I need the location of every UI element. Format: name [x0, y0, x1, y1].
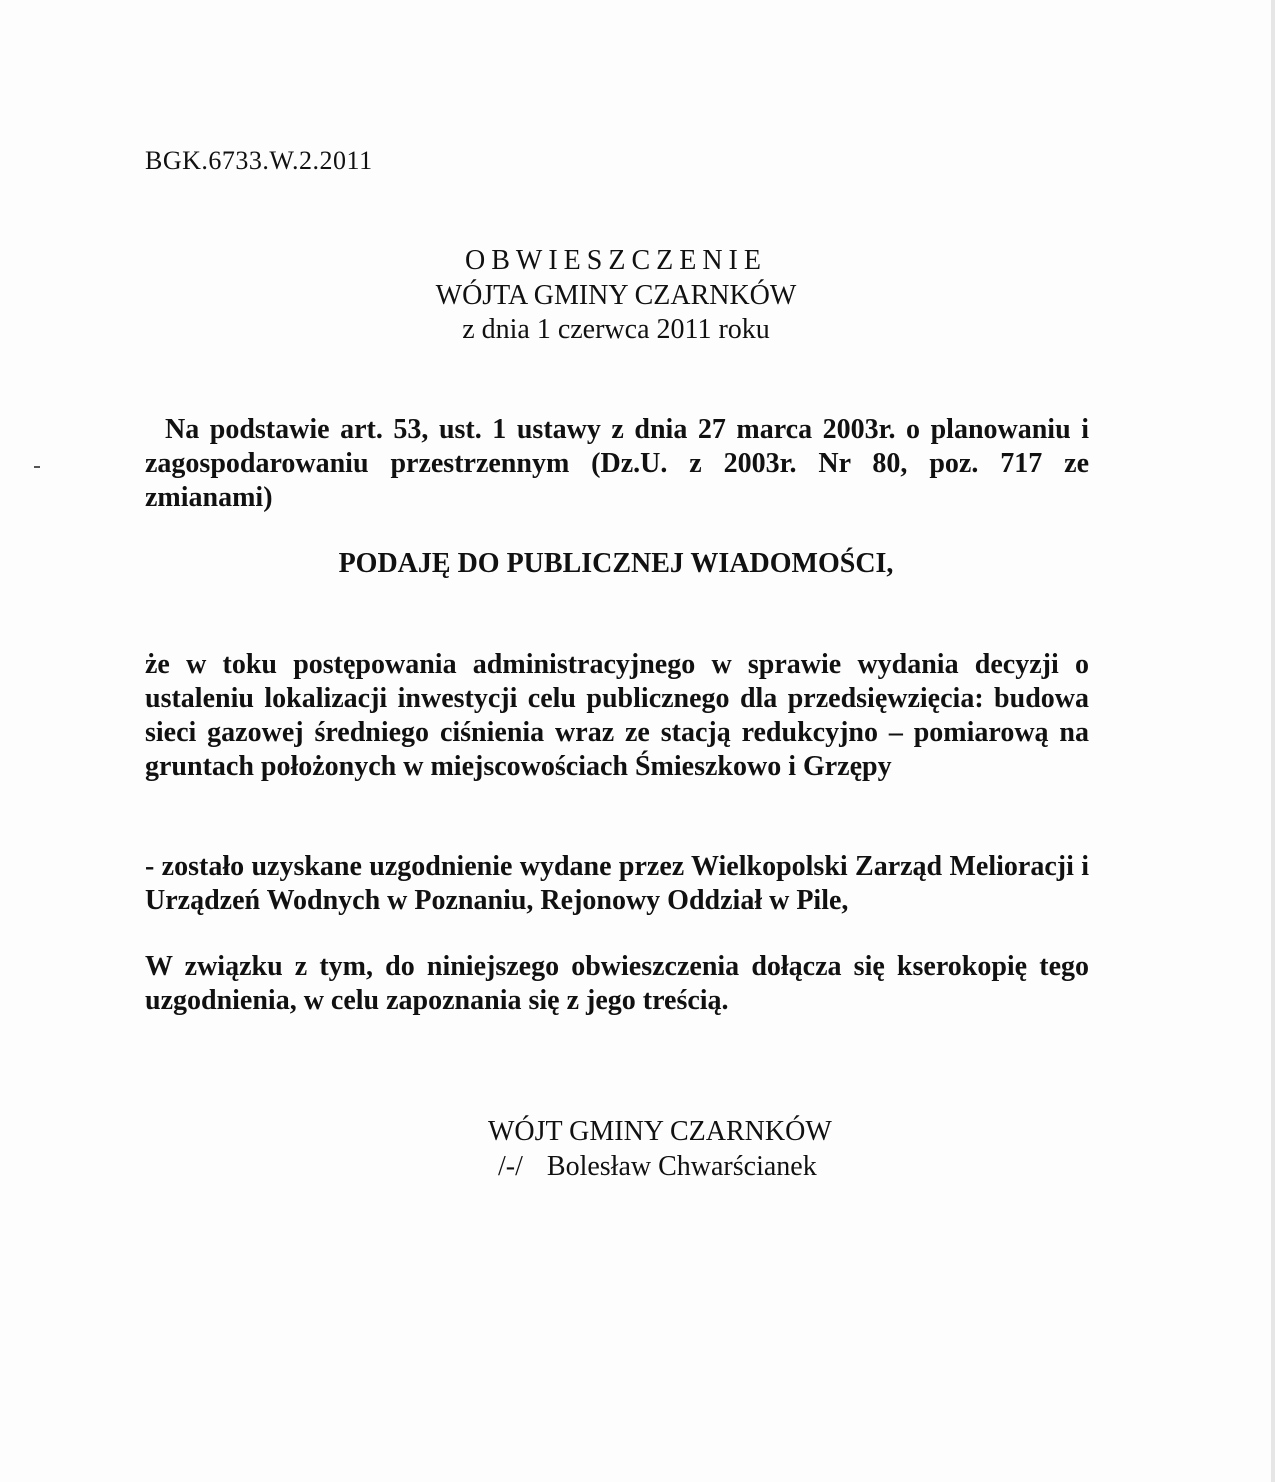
- signature-line: [498, 1151, 817, 1183]
- page-edge: [1271, 0, 1275, 1482]
- reference-number: BGK.6733.W.2.2011: [145, 146, 373, 175]
- legal-basis-paragraph: Na podstawie art. 53, ust. 1 ustawy z dnia 27 marca 2003r. o planowaniu i zagospodarowaniu przestrzennym (Dz.U. z 2003r. Nr 80, poz. 717 ze zmianami): [145, 414, 1089, 513]
- signature-mark: /-/: [498, 1151, 523, 1182]
- scan-speck: [34, 466, 40, 468]
- subject-paragraph: że w toku postępowania administracyjnego w sprawie wydania decyzji o ustaleniu lokalizacji inwestycji celu publicznego dla przedsięwzięcia: budowa sieci gazowej średniego ciśnienia wraz ze stacją redukcyjno – pomiarową na gruntach położonych w miejscowościach Śmieszkowo i Grzępy: [145, 649, 1089, 782]
- signature-office: WÓJT GMINY CZARNKÓW: [488, 1116, 832, 1147]
- announcement-heading: PODAJĘ DO PUBLICZNEJ WIADOMOŚCI,: [338, 548, 894, 579]
- attachment-paragraph: W związku z tym, do niniejszego obwieszczenia dołącza się kserokopię tego uzgodnienia, w celu zapoznania się z jego treścią.: [145, 951, 1089, 1016]
- signatory-name: Bolesław Chwarścianek: [546, 1151, 817, 1182]
- document-issuer: WÓJTA GMINY CZARNKÓW: [435, 280, 797, 311]
- agreement-paragraph: - zostało uzyskane uzgodnienie wydane przez Wielkopolski Zarząd Melioracji i Urządzeń Wodnych w Poznaniu, Rejonowy Oddział w Pile,: [145, 851, 1089, 916]
- document-title: OBWIESZCZENIE: [465, 245, 767, 276]
- document-date: z dnia 1 czerwca 2011 roku: [462, 314, 770, 345]
